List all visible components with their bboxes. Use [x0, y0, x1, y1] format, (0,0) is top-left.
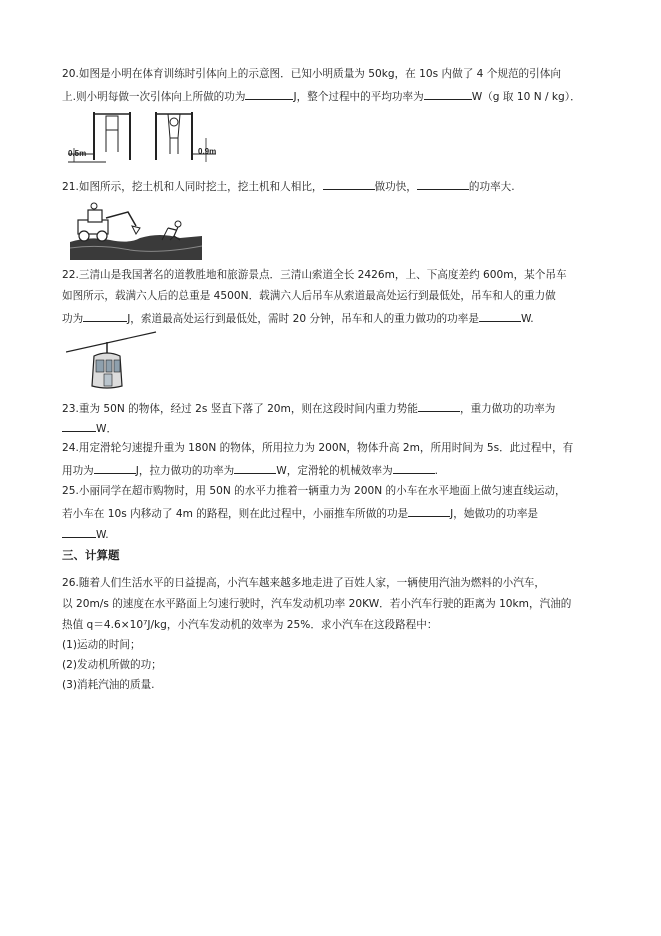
q24-text-d: .	[434, 465, 439, 477]
q21-blank-1[interactable]	[323, 178, 375, 190]
q25-text-a: 若小车在 10s 内移动了 4m 的路程，则在此过程中，小丽推车所做的功是	[62, 508, 409, 520]
q21-blank-2[interactable]	[417, 178, 469, 190]
q26-sub-2: (2)发动机所做的功；	[62, 659, 162, 671]
q21-text-a: 21.如图所示，挖土机和人同时挖土，挖土机和人相比，	[62, 181, 323, 193]
q24-blank-power[interactable]	[234, 462, 276, 474]
q22-text-a: 功为	[62, 313, 84, 325]
q22-line-2: 如图所示，载满六人后的总重是 4500N．载满六人后吊车从索道最高处运行到最低处，吊车和人的重力做	[62, 290, 556, 302]
fig-label-0.5m: 0.5m	[68, 149, 87, 158]
q26-sub-3: (3)消耗汽油的质量.	[62, 679, 155, 691]
q25-blank-work[interactable]	[408, 505, 450, 517]
q24-line-2	[62, 462, 438, 478]
q20-text-b: J，整个过程中的平均功率为	[293, 91, 424, 103]
q23-text-a: 23.重为 50N 的物体，经过 2s 竖直下落了 20m，则在这段时间内重力势能	[62, 403, 418, 415]
q23-line-2	[62, 420, 117, 436]
q20-line-2	[62, 88, 581, 104]
q21-line	[62, 178, 515, 194]
q20-text-a: 上.则小明每做一次引体向上所做的功为	[62, 91, 246, 103]
fig-label-0.9m: 0.9m	[198, 147, 217, 156]
q24-text-a: 用功为	[62, 465, 94, 477]
q23-blank-power[interactable]	[62, 420, 96, 432]
q24-blank-useful-work[interactable]	[94, 462, 136, 474]
q25-blank-power[interactable]	[62, 526, 96, 538]
q26-line-3: 热值 q＝4.6×10⁷J/kg，小汽车发动机的效率为 25%．求小汽车在这段路程中：	[62, 619, 438, 631]
q22-blank-work[interactable]	[83, 310, 127, 322]
excavator-figure	[70, 198, 202, 260]
q26-line-1: 26.随着人们生活水平的日益提高，小汽车越来越多地走进了百姓人家，一辆使用汽油为燃料的小汽车，	[62, 577, 545, 589]
cable-car-figure	[66, 330, 158, 392]
q25-line-2	[62, 505, 538, 521]
q20-blank-power[interactable]	[424, 88, 472, 100]
q26-sub-1: (1)运动的时间；	[62, 639, 141, 651]
q20-blank-work[interactable]	[245, 88, 293, 100]
q22-blank-power[interactable]	[479, 310, 521, 322]
q23-line-1	[62, 400, 555, 416]
q20-line-1: 20.如图是小明在体育训练时引体向上的示意图．已知小明质量为 50kg，在 10s 内做了 4 个规范的引体向	[62, 68, 561, 80]
q25-text-c: W.	[96, 529, 109, 541]
q25-line-3	[62, 526, 109, 542]
q21-text-c: 的功率大.	[468, 181, 515, 193]
q25-line-1: 25.小丽同学在超市购物时，用 50N 的水平力推着一辆重力为 200N 的小车在水平地面上做匀速直线运动，	[62, 485, 566, 497]
q23-text-c: W．	[96, 423, 118, 435]
q23-blank-energy[interactable]	[418, 400, 460, 412]
q22-text-b: J，索道最高处运行到最低处，需时 20 分钟，吊车和人的重力做功的功率是	[127, 313, 479, 325]
pull-up-figure	[66, 108, 246, 164]
q20-text-c: W（g 取 10 N / kg）．	[471, 91, 581, 103]
q26-line-2: 以 20m/s 的速度在水平路面上匀速行驶时，汽车发动机功率 20KW．若小汽车行驶的距离为 10km，汽油的	[62, 598, 572, 610]
section-title-calculation: 三、计算题	[62, 548, 120, 562]
q22-line-1: 22.三清山是我国著名的道教胜地和旅游景点．三清山索道全长 2426m，上、下高度差约 600m，某个吊车	[62, 269, 567, 281]
q24-line-1: 24.用定滑轮匀速提升重为 180N 的物体，所用拉力为 200N，物体升高 2m，所用时间为 5s．此过程中，有	[62, 442, 574, 454]
q24-text-b: J，拉力做功的功率为	[135, 465, 235, 477]
q21-text-b: 做功快，	[374, 181, 417, 193]
q24-blank-efficiency[interactable]	[393, 462, 435, 474]
q24-text-c: W，定滑轮的机械效率为	[276, 465, 393, 477]
q23-text-b: ，重力做功的功率为	[460, 403, 556, 415]
q22-text-c: W.	[520, 313, 534, 325]
q22-line-3	[62, 310, 534, 326]
q25-text-b: J，她做功的功率是	[450, 508, 539, 520]
